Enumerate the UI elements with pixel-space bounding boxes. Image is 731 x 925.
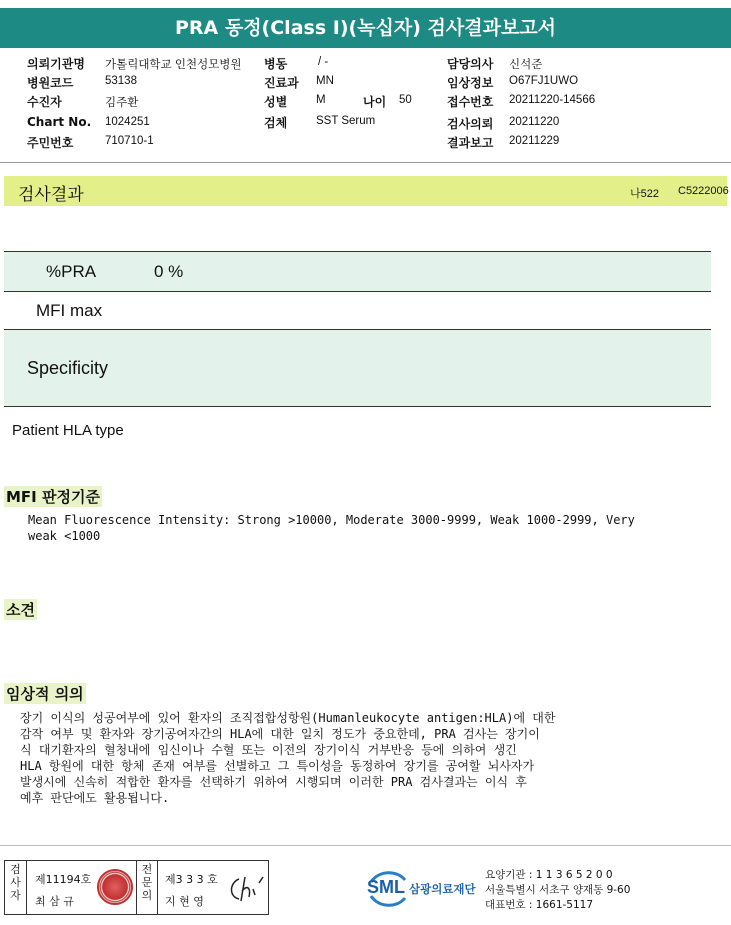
official-seal-icon — [97, 869, 133, 905]
examiner-name: 최 삼 규 — [35, 895, 74, 908]
mfi-criteria-line-1: Mean Fluorescence Intensity: Strong >10000, Moderate 3000-9999, Weak 1000-2999, Very — [28, 513, 635, 527]
mfi-max-row — [4, 291, 711, 329]
report-date-value: 20211229 — [509, 135, 560, 147]
org-address-block — [485, 868, 630, 913]
dept-label: 진료과 — [264, 76, 299, 90]
mfi-criteria-heading: MFI 판정기준 — [6, 488, 100, 506]
sex-label: 성별 — [264, 95, 288, 109]
result-section-label: 검사결과 — [18, 185, 84, 205]
clinical-significance-line-5: 발생시에 신속히 적합한 환자를 선택하기 위하여 시행되며 이러한 PRA 검사결과는 이식 후 — [20, 775, 527, 789]
dept-value: MN — [316, 75, 334, 87]
mfi-max-label: MFI max — [36, 301, 103, 320]
institution-label: 의뢰기관명 — [27, 57, 85, 71]
patient-label: 수진자 — [27, 95, 62, 109]
age-label: 나이 — [363, 95, 387, 109]
patient-info-block — [0, 55, 731, 155]
ward-value: / - — [318, 56, 329, 68]
result-section-band — [4, 176, 727, 206]
pra-value: 0 % — [154, 262, 184, 281]
opinion-heading: 소견 — [6, 601, 35, 619]
doctor-value: 신석준 — [509, 59, 543, 71]
clinical-significance-line-3: 식 대기환자의 혈청내에 임신이나 수혈 또는 이전의 장기이식 거부반응 등에 의하여 생긴 — [20, 743, 517, 757]
examiner-license: 제11194호 — [35, 873, 92, 886]
result-table — [4, 251, 711, 407]
id-no-label: 주민번호 — [27, 136, 74, 150]
chart-no-value: 1024251 — [105, 116, 150, 128]
clinical-significance-heading: 임상적 의의 — [6, 685, 84, 703]
report-date-label: 결과보고 — [447, 136, 494, 150]
mfi-criteria-line-2: weak <1000 — [28, 529, 101, 543]
org-name: 삼광의료재단 — [409, 882, 476, 896]
signature-icon — [225, 873, 265, 905]
clinical-significance-line-2: 감작 여부 및 환자와 장기공여자간의 HLA에 대한 일치 정도가 중요한데, PRA 검사는 장기이 — [20, 727, 540, 741]
specialist-name: 지 현 영 — [165, 895, 204, 908]
age-value: 50 — [399, 94, 412, 106]
hospital-code-label: 병원코드 — [27, 76, 74, 90]
report-title: PRA 동정(Class I)(녹십자) 검사결과보고서 — [0, 8, 731, 48]
clinical-significance-line-6: 예후 판단에도 활용됩니다. — [20, 791, 170, 805]
specimen-label: 검체 — [264, 116, 288, 130]
ward-label: 병동 — [264, 57, 288, 71]
specificity-row — [4, 329, 711, 407]
receipt-no-value: 20211220-14566 — [509, 94, 596, 106]
hospital-code-value: 53138 — [105, 75, 137, 87]
examiner-label-text: 검사자 — [10, 863, 21, 902]
chart-no-label: Chart No. — [27, 115, 92, 129]
specificity-label: Specificity — [27, 358, 109, 378]
specimen-value: SST Serum — [316, 115, 376, 127]
specialist-label — [136, 861, 158, 914]
id-no-value: 710710-1 — [105, 135, 154, 147]
examiner-label — [5, 861, 27, 914]
receipt-no-label: 접수번호 — [447, 95, 494, 109]
result-code-1: 나522 — [630, 188, 659, 200]
patient-value: 김주환 — [105, 97, 139, 109]
specialist-label-text: 전문의 — [141, 863, 153, 902]
signature-box — [4, 860, 269, 915]
org-address: 서울특별시 서초구 양재동 9-60 — [485, 884, 631, 896]
footer-divider — [0, 845, 731, 846]
institution-value: 가톨릭대학교 인천성모병원 — [105, 59, 242, 71]
sml-logo-text: SML — [367, 877, 405, 897]
pra-row — [4, 251, 711, 291]
result-code-2: C5222006 — [678, 185, 729, 197]
clinical-info-value: O67FJ1UWO — [509, 75, 579, 87]
org-phone: 대표번호 : 1661-5117 — [485, 899, 594, 911]
clinical-significance-line-4: HLA 항원에 대한 항체 존재 여부를 선별하고 그 특이성을 동정하여 장기를 공여할 뇌사자가 — [20, 759, 535, 773]
patient-hla-label: Patient HLA type — [12, 422, 124, 439]
request-date-label: 검사의뢰 — [447, 117, 494, 131]
specialist-license: 제3 3 3 호 — [165, 873, 218, 886]
clinical-info-label: 임상정보 — [447, 76, 494, 90]
pra-label: %PRA — [46, 262, 97, 281]
request-date-value: 20211220 — [509, 116, 560, 128]
doctor-label: 담당의사 — [447, 57, 494, 71]
sml-logo — [365, 866, 485, 910]
header-divider — [0, 162, 731, 163]
clinical-significance-line-1: 장기 이식의 성공여부에 있어 환자의 조직접합성항원(Humanleukocyte antigen:HLA)에 대한 — [20, 711, 556, 725]
sex-value: M — [316, 94, 326, 106]
org-code: 요양기관 : 1 1 3 6 5 2 0 0 — [485, 869, 613, 881]
